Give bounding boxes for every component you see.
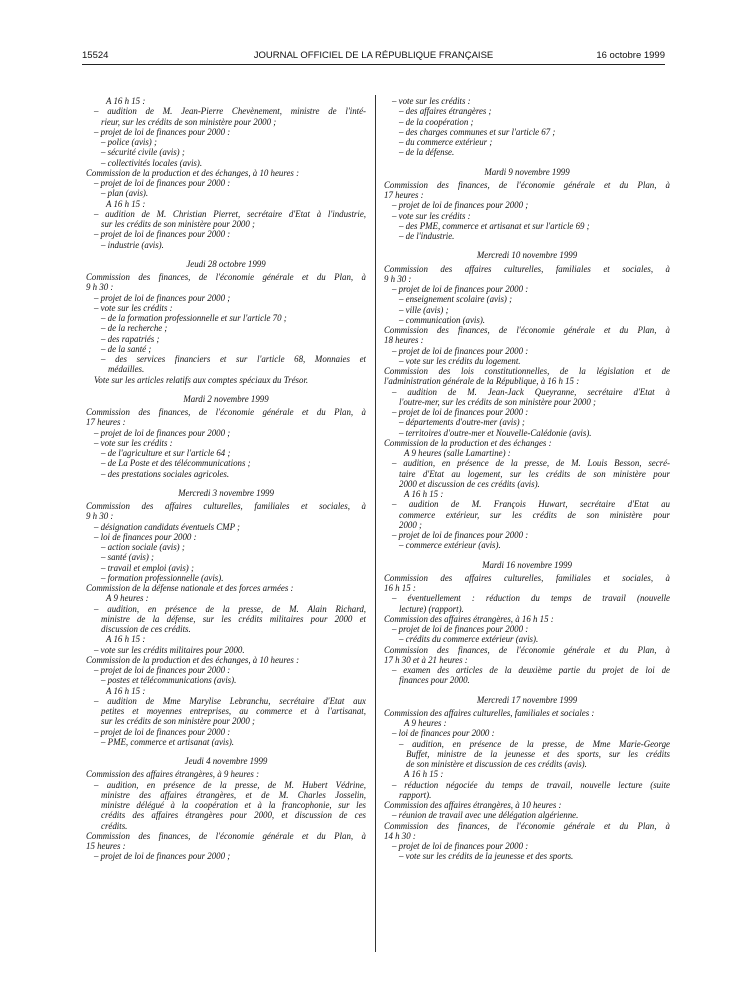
text-line: – des rapatriés ; bbox=[101, 333, 160, 344]
text-line: Commission des finances, de l'économie générale et du Plan, à bbox=[86, 830, 366, 841]
text-line: Commission des affaires culturelles, familiales et sociales, à bbox=[384, 263, 670, 274]
date-heading: Mardi 9 novembre 1999 bbox=[484, 166, 570, 177]
text-line: Commission de la défense nationale et des forces armées : bbox=[86, 583, 294, 593]
text-line: – projet de loi de finances pour 2000 : bbox=[94, 665, 231, 675]
text-line: petites et moyennes entreprises, au commerce et à l'artisanat, bbox=[101, 706, 366, 716]
text-line: Commission de la production et des échanges : bbox=[384, 437, 552, 448]
text-line: – projet de loi de finances pour 2000 : bbox=[392, 530, 529, 540]
text-line: Commission des affaires étrangères, à 16 h 15 : bbox=[384, 613, 554, 624]
page-header bbox=[82, 50, 665, 64]
text-line: 14 h 30 : bbox=[384, 830, 416, 841]
text-line: Commission des affaires culturelles, familiales et sociales, à bbox=[384, 572, 670, 583]
text-line: – vote sur les crédits : bbox=[392, 210, 471, 221]
left-column bbox=[86, 96, 366, 862]
text-line: ministre de la défense, sur les crédits militaires pour 2000 et bbox=[101, 613, 366, 624]
text-line: A 9 heures (salle Lamartine) : bbox=[404, 448, 511, 458]
text-line: rieur, sur les crédits de son ministère pour 2000 ; bbox=[101, 116, 277, 127]
text-line: 18 heures : bbox=[384, 335, 424, 346]
text-line: – enseignement scolaire (avis) ; bbox=[399, 294, 513, 305]
text-line: 2000 ; bbox=[399, 519, 422, 530]
text-line: – collectivités locales (avis). bbox=[101, 157, 203, 168]
text-line: – industrie (avis). bbox=[101, 239, 164, 250]
text-line: – audition, en présence de la presse, de M. Alain Richard, bbox=[94, 603, 366, 614]
text-line: Commission des finances, de l'économie générale et du Plan, à bbox=[384, 644, 670, 655]
date-heading: Mardi 16 novembre 1999 bbox=[482, 559, 572, 570]
text-line: sur les crédits de son ministère pour 2000 ; bbox=[101, 219, 255, 229]
date-heading: Mardi 2 novembre 1999 bbox=[183, 393, 269, 404]
text-line: – vote sur les crédits de la jeunesse et des sports. bbox=[399, 851, 574, 862]
text-line: finances pour 2000. bbox=[399, 675, 470, 686]
text-line: – du commerce extérieur ; bbox=[399, 137, 493, 147]
text-line: Commission des affaires étrangères, à 9 heures : bbox=[86, 769, 260, 780]
text-line: A 16 h 15 : bbox=[404, 769, 444, 780]
text-line: – départements d'outre-mer (avis) ; bbox=[399, 417, 525, 428]
text-line: – projet de loi de finances pour 2000 ; bbox=[94, 427, 231, 438]
text-line: – PME, commerce et artisanat (avis). bbox=[101, 736, 235, 747]
text-line: – vote sur les crédits : bbox=[94, 302, 173, 313]
text-line: – de La Poste et des télécommunications ; bbox=[101, 458, 251, 469]
text-line: – formation professionnelle (avis). bbox=[101, 572, 224, 583]
text-line: – de l'industrie. bbox=[399, 231, 455, 241]
text-line: médailles. bbox=[108, 364, 145, 375]
text-line: – examen des articles de la deuxième partie du projet de loi de bbox=[392, 665, 670, 675]
text-line: – postes et télécommunications (avis). bbox=[101, 675, 237, 686]
text-line: A 16 h 15 : bbox=[106, 96, 146, 106]
text-line: sur les crédits de son ministère pour 2000 ; bbox=[101, 716, 255, 727]
header-rule bbox=[82, 64, 665, 65]
text-line: – projet de loi de finances pour 2000 : bbox=[392, 624, 529, 634]
text-line: 2000 et discussion de ces crédits (avis). bbox=[399, 478, 540, 489]
text-line: – audition de Mme Marylise Lebranchu, secrétaire d'Etat aux bbox=[94, 695, 366, 706]
text-line: – de l'agriculture et sur l'article 64 ; bbox=[101, 448, 231, 458]
right-column bbox=[384, 96, 670, 862]
text-line: – vote sur les crédits du logement. bbox=[399, 355, 521, 366]
page-number: 15524 bbox=[82, 50, 109, 61]
text-line: – projet de loi de finances pour 2000 ; bbox=[392, 200, 529, 211]
text-line: – communication (avis). bbox=[399, 314, 486, 325]
text-line: Commission des affaires culturelles, familiales et sociales, à bbox=[86, 501, 366, 511]
text-line: ministre délégué à la coopération et à la francophonie, sur les bbox=[101, 800, 366, 810]
text-line: – loi de finances pour 2000 : bbox=[392, 728, 495, 739]
text-line: A 16 h 15 : bbox=[106, 634, 146, 645]
text-line: – projet de loi de finances pour 2000 : bbox=[94, 178, 231, 188]
text-line: – projet de loi de finances pour 2000 ; bbox=[94, 851, 231, 862]
text-line: 16 h 15 : bbox=[384, 583, 416, 593]
text-line: – désignation candidats éventuels CMP ; bbox=[94, 521, 241, 532]
text-line: A 9 heures : bbox=[106, 593, 149, 604]
text-line: Commission des finances, de l'économie générale et du Plan, à bbox=[86, 272, 366, 282]
text-line: – audition de M. Jean-Jack Queyranne, secrétaire d'Etat à bbox=[392, 386, 670, 397]
text-line: – vote sur les crédits : bbox=[392, 96, 471, 106]
text-line: de son ministère et discussion de ces crédits (avis). bbox=[406, 759, 587, 769]
text-line: Commission des affaires étrangères, à 10 heures : bbox=[384, 800, 562, 810]
text-line: Commission des affaires culturelles, familiales et sociales : bbox=[384, 707, 595, 718]
text-line: – de la formation professionnelle et sur l'article 70 ; bbox=[101, 313, 287, 323]
text-line: – territoires d'outre-mer et Nouvelle-Calédonie (avis). bbox=[399, 427, 592, 438]
text-line: – projet de loi de finances pour 2000 : bbox=[94, 726, 231, 737]
text-line: – projet de loi de finances pour 2000 : bbox=[392, 284, 529, 294]
text-line: – plan (avis). bbox=[101, 188, 149, 199]
text-line: – crédits du commerce extérieur (avis). bbox=[399, 634, 539, 645]
text-line: – projet de loi de finances pour 2000 : bbox=[392, 345, 529, 356]
text-line: – audition de M. Christian Pierret, secrétaire d'Etat à l'industrie, bbox=[94, 208, 366, 219]
text-line: – commerce extérieur (avis). bbox=[399, 540, 501, 551]
date-heading: Mercredi 10 novembre 1999 bbox=[476, 250, 578, 261]
text-line: A 16 h 15 : bbox=[404, 489, 444, 499]
text-line: – audition de M. Jean-Pierre Chevènement, ministre de l'inté- bbox=[94, 106, 366, 117]
text-line: 17 h 30 et à 21 heures : bbox=[384, 654, 468, 665]
text-line: Commission des finances, de l'économie générale et du Plan, à bbox=[384, 820, 670, 831]
text-line: Commission de la production et des échanges, à 10 heures : bbox=[86, 654, 300, 665]
text-line: 9 h 30 : bbox=[86, 511, 114, 522]
text-line: – audition, en présence de la presse, de M. Hubert Védrine, bbox=[94, 779, 366, 790]
text-line: – audition, en présence de la presse, de Mme Marie-George bbox=[399, 738, 670, 749]
date-heading: Mercredi 17 novembre 1999 bbox=[476, 694, 578, 705]
date-heading: Jeudi 4 novembre 1999 bbox=[184, 756, 268, 766]
date-heading: Mercredi 3 novembre 1999 bbox=[178, 487, 274, 498]
text-line: Commission de la production et des échanges, à 10 heures : bbox=[86, 167, 300, 178]
text-line: A 9 heures : bbox=[404, 718, 447, 728]
text-line: Commission des finances, de l'économie générale et du Plan, à bbox=[384, 325, 670, 335]
text-line: – de la coopération ; bbox=[399, 116, 474, 127]
text-line: – action sociale (avis) ; bbox=[101, 542, 185, 552]
text-line: – projet de loi de finances pour 2000 ; bbox=[94, 292, 231, 303]
text-line: l'outre-mer, sur les crédits de son ministère pour 2000 ; bbox=[399, 396, 596, 407]
text-line: – des prestations sociales agricoles. bbox=[101, 468, 230, 479]
text-line: – ville (avis) ; bbox=[399, 304, 449, 315]
date-heading: Jeudi 28 octobre 1999 bbox=[186, 258, 266, 269]
text-line: rapport). bbox=[399, 789, 432, 800]
text-line: – des PME, commerce et artisanat et sur l'article 69 ; bbox=[399, 220, 590, 231]
text-line: 9 h 30 : bbox=[86, 282, 114, 293]
text-line: – réduction négociée du temps de travail, nouvelle lecture (suite bbox=[392, 779, 670, 790]
text-line: – de la défense. bbox=[399, 147, 455, 158]
text-line: – des charges communes et sur l'article 67 ; bbox=[399, 126, 556, 137]
text-line: – sécurité civile (avis) ; bbox=[101, 147, 185, 158]
text-line: A 16 h 15 : bbox=[106, 685, 146, 696]
issue-date: 16 octobre 1999 bbox=[596, 50, 665, 61]
text-line: 15 heures : bbox=[86, 841, 126, 851]
text-line: l'administration générale de la République, à 16 h 15 : bbox=[384, 376, 580, 387]
text-line: crédits des affaires étrangères pour 2000, et discussion de ces bbox=[101, 810, 366, 821]
text-line: Commission des finances, de l'économie générale et du Plan, à bbox=[384, 179, 670, 190]
text-line: – police (avis) ; bbox=[101, 137, 157, 147]
text-line: – réunion de travail avec une délégation algérienne. bbox=[392, 810, 579, 821]
text-line: 17 heures : bbox=[86, 417, 126, 428]
text-line: – des services financiers et sur l'article 68, Monnaies et bbox=[101, 354, 366, 364]
text-line: – santé (avis) ; bbox=[101, 552, 154, 563]
text-line: – audition de M. François Huwart, secrétaire d'Etat au bbox=[392, 499, 670, 510]
text-line: – éventuellement : réduction du temps de travail (nouvelle bbox=[392, 593, 670, 604]
text-line: A 16 h 15 : bbox=[106, 198, 146, 209]
text-line: – loi de finances pour 2000 : bbox=[94, 531, 197, 542]
text-line: taire d'Etat au logement, sur les crédits de son ministère pour bbox=[399, 468, 670, 479]
text-line: – audition, en présence de la presse, de M. Louis Besson, secré- bbox=[392, 458, 670, 469]
text-line: lecture) (rapport). bbox=[399, 603, 464, 614]
text-line: Commission des finances, de l'économie générale et du Plan, à bbox=[86, 407, 366, 417]
text-line: commerce extérieur, sur les crédits de son ministère pour bbox=[399, 509, 670, 520]
text-line: discussion de ces crédits. bbox=[101, 624, 191, 634]
text-line: – projet de loi de finances pour 2000 : bbox=[392, 841, 529, 851]
text-line: – projet de loi de finances pour 2000 : bbox=[94, 229, 231, 240]
text-line: Vote sur les articles relatifs aux comptes spéciaux du Trésor. bbox=[94, 374, 309, 385]
column-divider bbox=[375, 95, 376, 952]
text-line: – projet de loi de finances pour 2000 : bbox=[392, 407, 529, 417]
text-line: ministre des affaires étrangères, et de M. Charles Josselin, bbox=[101, 789, 366, 800]
text-line: – travail et emploi (avis) ; bbox=[101, 562, 194, 573]
text-line: crédits. bbox=[101, 820, 128, 831]
text-line: Buffet, ministre de la jeunesse et des sports, sur les crédits bbox=[406, 748, 670, 759]
text-line: – vote sur les crédits : bbox=[94, 437, 173, 448]
text-line: – de la recherche ; bbox=[101, 323, 168, 334]
journal-title: JOURNAL OFFICIEL DE LA RÉPUBLIQUE FRANÇAISE bbox=[253, 50, 494, 61]
text-line: – des affaires étrangères ; bbox=[399, 106, 492, 117]
text-line: – vote sur les crédits militaires pour 2000. bbox=[94, 644, 245, 655]
text-line: – projet de loi de finances pour 2000 : bbox=[94, 126, 231, 137]
text-line: Commission des lois constitutionnelles, de la législation et de bbox=[384, 366, 670, 376]
text-line: 9 h 30 : bbox=[384, 273, 412, 284]
text-line: 17 heures : bbox=[384, 190, 424, 200]
text-line: – de la santé ; bbox=[101, 343, 152, 354]
